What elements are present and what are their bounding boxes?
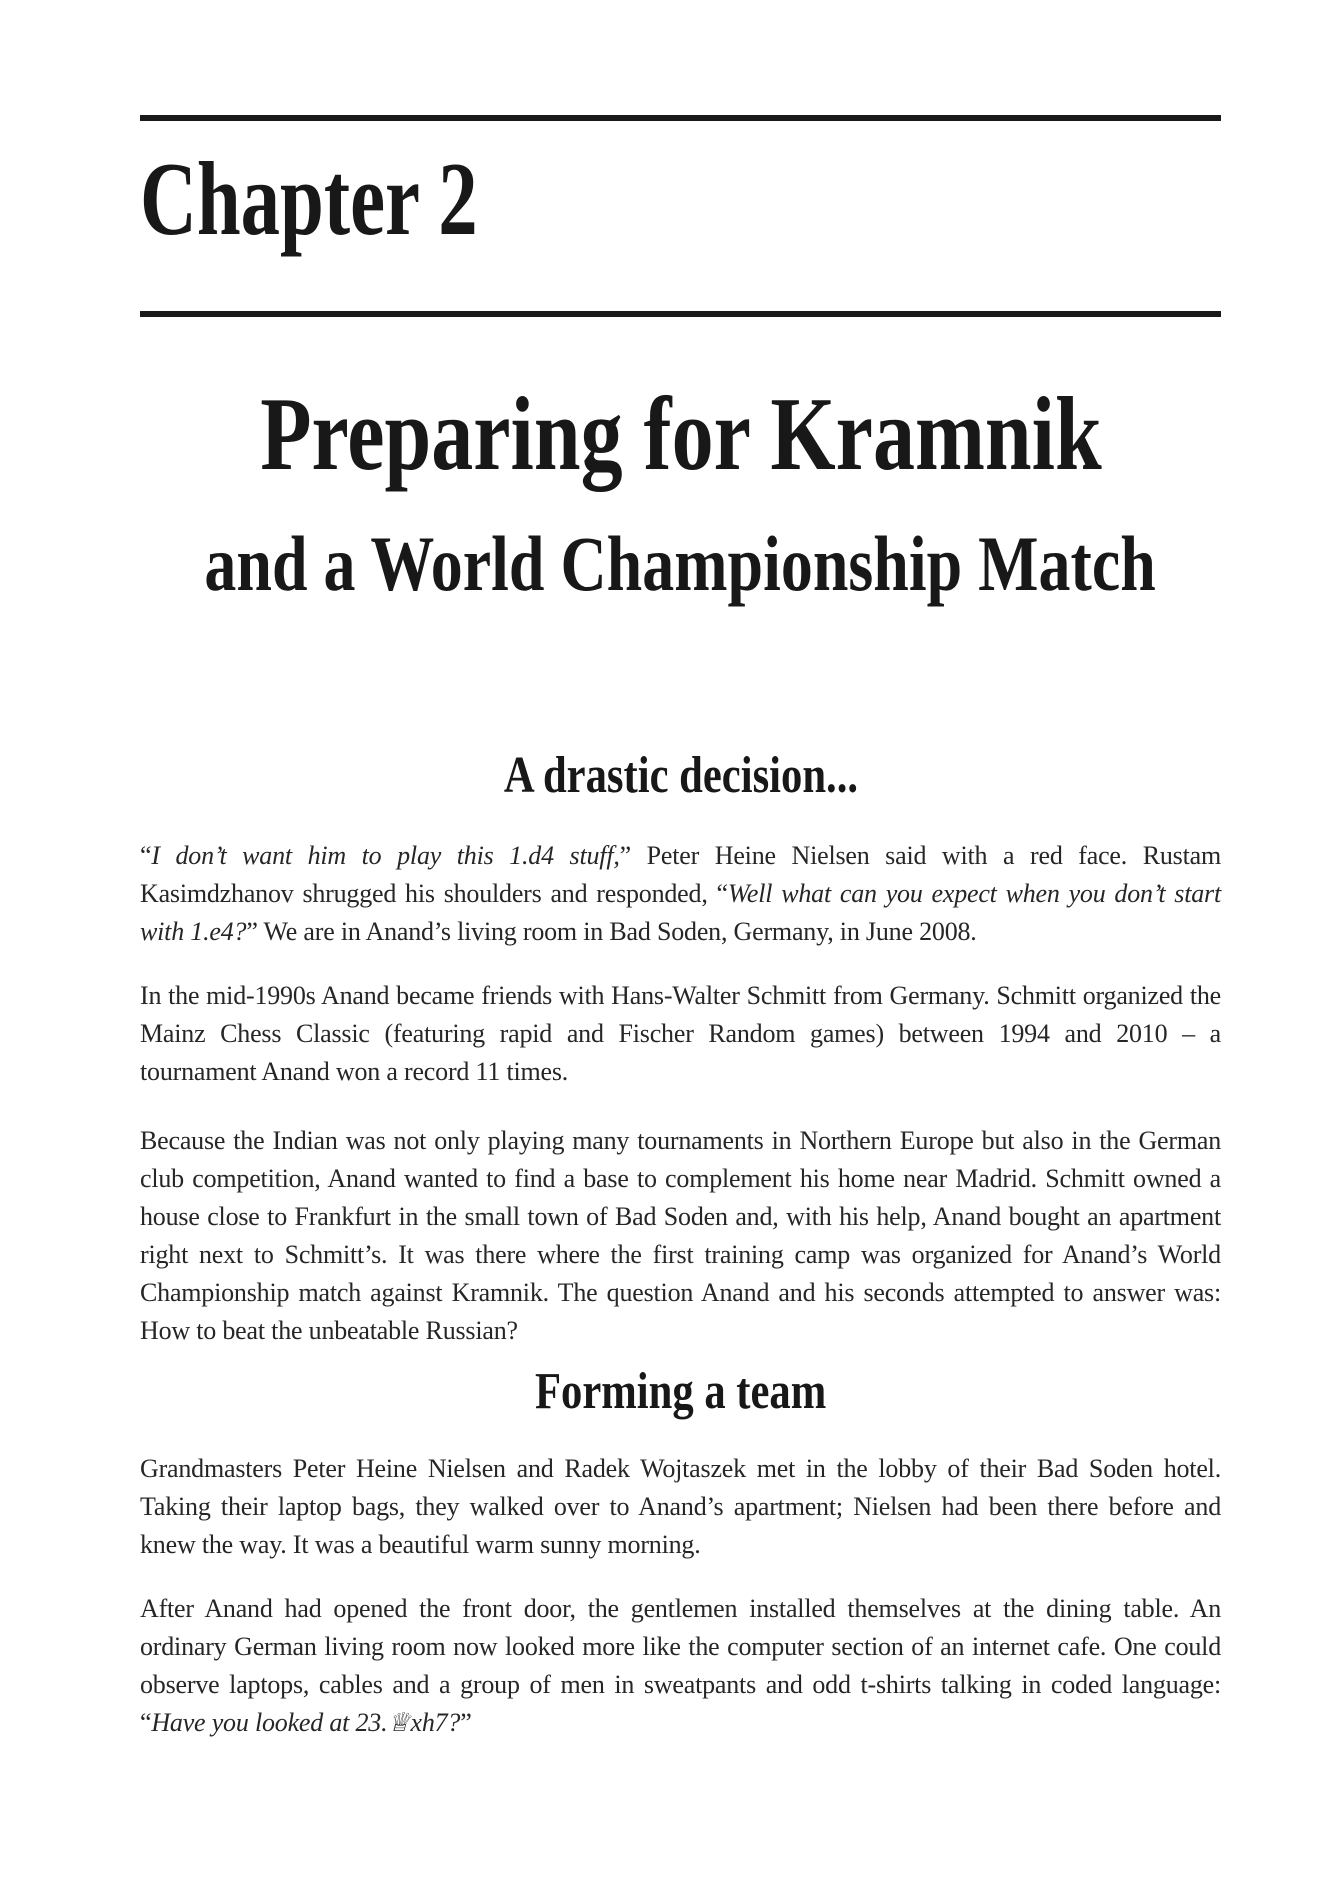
text-run: Because the Indian was not only playing many tournaments in Northern Europe but also in the German club competition, Anand wanted to find a base to complement his home near Madrid. Schmitt owned a house close to Frankfurt in the small town of Bad Soden and, with his help, Anand bought an apartment right next to Schmitt’s. It was there where the first training camp was organized for Anand’s World Championship match against Kramnik. The question Anand and his seconds attempted to answer was: How to beat the unbeatable Russian? [140, 1126, 1221, 1345]
text-run: ” We are in Anand’s living room in Bad Soden, Germany, in June 2008. [246, 917, 977, 946]
chapter-number-heading [140, 140, 1221, 257]
paragraph-drastic-1 [140, 837, 1221, 951]
text-run: After Anand had opened the front door, the gentlemen installed themselves at the dining table. An ordinary German living room now looked more like the computer section of an internet cafe. One could observe laptops, cables and a group of men in sweatpants and odd t-shirts talking in coded language: “ [140, 1594, 1221, 1737]
section-heading-text: Forming a team [534, 1363, 827, 1420]
paragraph-drastic-2 [140, 977, 1221, 1091]
section-heading-text: A drastic decision... [503, 747, 858, 804]
text-run: Have you looked at 23.♕xh7? [151, 1708, 461, 1737]
chapter-subtitle-text: and a World Championship Match [204, 520, 1157, 607]
chapter-subtitle [140, 520, 1221, 607]
chapter-title-text: Preparing for Kramnik [259, 375, 1102, 492]
section-heading-drastic-decision [140, 747, 1221, 804]
text-run: Well what can you expect when you don’t start with 1.e4? [140, 879, 1221, 946]
chapter-divider-bottom [140, 311, 1221, 317]
text-run: ” [460, 1708, 472, 1737]
paragraph-team-2 [140, 1590, 1221, 1742]
section-heading-forming-a-team [140, 1363, 1221, 1420]
chapter-divider-top [140, 115, 1221, 121]
chapter-title [140, 375, 1221, 492]
paragraph-team-1 [140, 1450, 1221, 1564]
text-run: Grandmasters Peter Heine Nielsen and Radek Wojtaszek met in the lobby of their Bad Soden hotel. Taking their laptop bags, they walked over to Anand’s apartment; Nielsen had been there before and knew the way. It was a beautiful warm sunny morning. [140, 1454, 1221, 1559]
text-run: ” Peter Heine Nielsen said with a red face. Rustam Kasimdzhanov shrugged his shoulders and responded, “ [140, 841, 1221, 908]
text-run: I don’t want him to play this 1.d4 stuff, [151, 841, 620, 870]
text-run: In the mid-1990s Anand became friends with Hans-Walter Schmitt from Germany. Schmitt organized the Mainz Chess Classic (featuring rapid and Fischer Random games) between 1994 and 2010 – a tournament Anand won a record 11 times. [140, 981, 1221, 1086]
paragraph-drastic-3 [140, 1122, 1221, 1350]
chapter-number-text: Chapter 2 [140, 140, 478, 257]
text-run: “ [140, 841, 152, 870]
